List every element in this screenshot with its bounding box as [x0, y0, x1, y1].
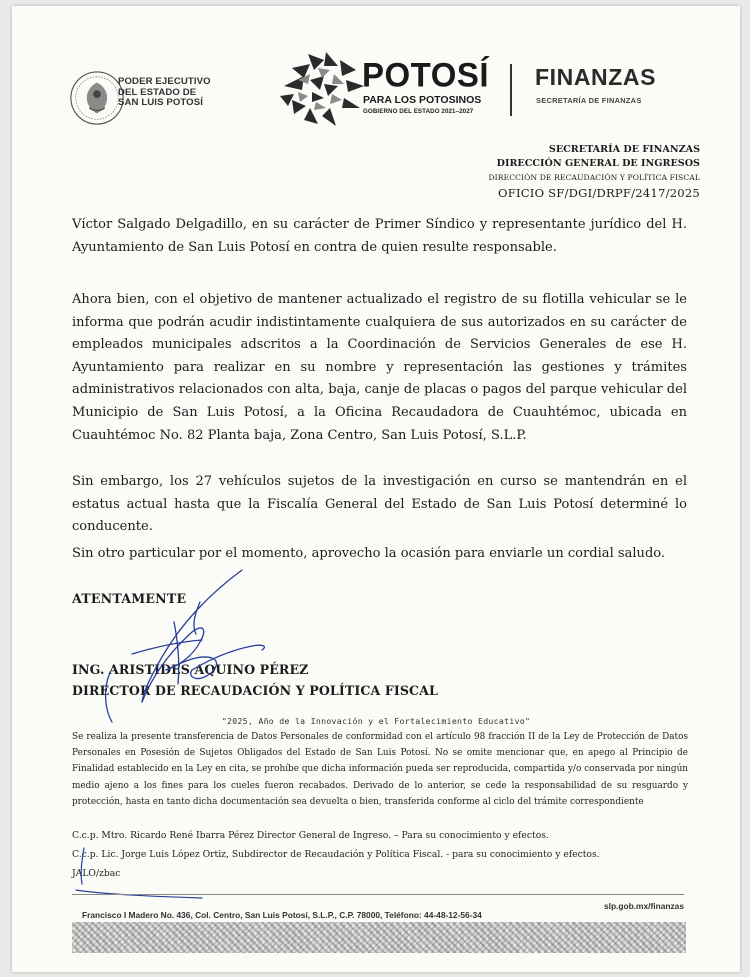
- document-page: [12, 6, 740, 972]
- header-divider: [510, 64, 512, 116]
- seal-caption: PODER EJECUTIVO DEL ESTADO DE SAN LUIS POTOSÍ: [118, 76, 211, 108]
- closing-greeting: ATENTAMENTE: [72, 591, 187, 606]
- office-line-1: SECRETARÍA DE FINANZAS: [548, 144, 700, 155]
- pen-mark-icon: [72, 846, 212, 906]
- privacy-notice: Se realiza la presente transferencia de Datos Personales de conformidad con el artículo 98 fracción II de la Ley de Protección de Datos Personales en Posesión de Sujetos Obligados del Estado de San Luis Potosí. No se omite mencionar que, en apego al Principio de Finalidad establecido en la Ley en cita, se prohíbe que dicha información pueda ser reproducida, compartida y/o conservada por ningún medio ajeno a los fines para los cueles fueron recabados. Derivado de lo anterior, se cede la responsabilidad de su resguardo y protección, hasta en tanto dicha documentación sea devuelta o bien, transferida conforme al ciclo del trámite correspondiente: [72, 732, 688, 807]
- department-title: FINANZAS: [535, 64, 657, 90]
- body-paragraph-1: Víctor Salgado Delgadillo, en su carácter de Primer Síndico y representante jurídico del H. Ayuntamiento de San Luis Potosí en contra de quien resulte responsable.: [72, 217, 687, 255]
- department-subtitle: SECRETARÍA DE FINANZAS: [536, 96, 642, 105]
- copy-recipient-1: C.c.p. Mtro. Ricardo René Ibarra Pérez Director General de Ingreso. – Para su conocimiento y efectos.: [72, 830, 549, 841]
- brand-government: GOBIERNO DEL ESTADO 2021–2027: [363, 108, 474, 115]
- year-motto: "2025, Año de la Innovación y el Fortalecimiento Educativo": [221, 716, 531, 726]
- footer-address: Francisco I Madero No. 436, Col. Centro, San Luis Potosí, S.L.P., C.P. 78000, Teléfono: 44-48-12-56-34: [82, 910, 482, 920]
- body-paragraph-4: Sin otro particular por el momento, aprovecho la ocasión para enviarle un cordial saludo.: [72, 546, 666, 561]
- body-paragraph-2: Ahora bien, con el objetivo de mantener actualizado el registro de su flotilla vehicular se le informa que podrán acudir indistintamente cualquiera de sus autorizados en su carácter de empleados municipales adscritos a la Coordinación de Servicios Generales de ese H. Ayuntamiento para realizar en su nombre y representación las gestiones y trámites administrativos relacionados con alta, baja, canje de placas o pagos del parque vehicular del Municipio de San Luis Potosí, a la Oficina Recaudadora de Cuauhtémoc, ubicada en Cuauhtémoc No. 82 Planta baja, Zona Centro, San Luis Potosí, S.L.P.: [72, 292, 687, 443]
- drafter-initials: JALO/zbac: [72, 868, 121, 879]
- potosi-logo-icon: [274, 46, 370, 132]
- handwritten-signature-icon: [82, 562, 282, 737]
- copy-recipient-2: C.c.p. Lic. Jorge Luis López Ortiz, Subdirector de Recaudación y Política Fiscal. - para su conocimiento y efectos.: [72, 849, 600, 860]
- brand-subtitle: PARA LOS POTOSINOS: [363, 94, 482, 106]
- body-paragraph-3: Sin embargo, los 27 vehículos sujetos de la investigación en curso se mantendrán en el estatus actual hasta que la Fiscalía General del Estado de San Luis Potosí determiné lo conducente.: [72, 474, 687, 535]
- office-reference-block: [488, 143, 700, 200]
- signer-name: ING. ARISTIDES AQUINO PÉREZ: [72, 662, 309, 677]
- brand-title: POTOSÍ: [362, 54, 490, 94]
- footer-website: slp.gob.mx/finanzas: [603, 901, 684, 911]
- office-line-2: DIRECCIÓN GENERAL DE INGRESOS: [496, 158, 700, 169]
- footer-divider: [72, 894, 684, 895]
- footer-pattern: [72, 922, 686, 953]
- signer-title: DIRECTOR DE RECAUDACIÓN Y POLÍTICA FISCAL: [72, 683, 438, 698]
- office-line-3: DIRECCIÓN DE RECAUDACIÓN Y POLÍTICA FISCAL: [488, 173, 700, 182]
- office-number: OFICIO SF/DGI/DRPF/2417/2025: [498, 186, 700, 200]
